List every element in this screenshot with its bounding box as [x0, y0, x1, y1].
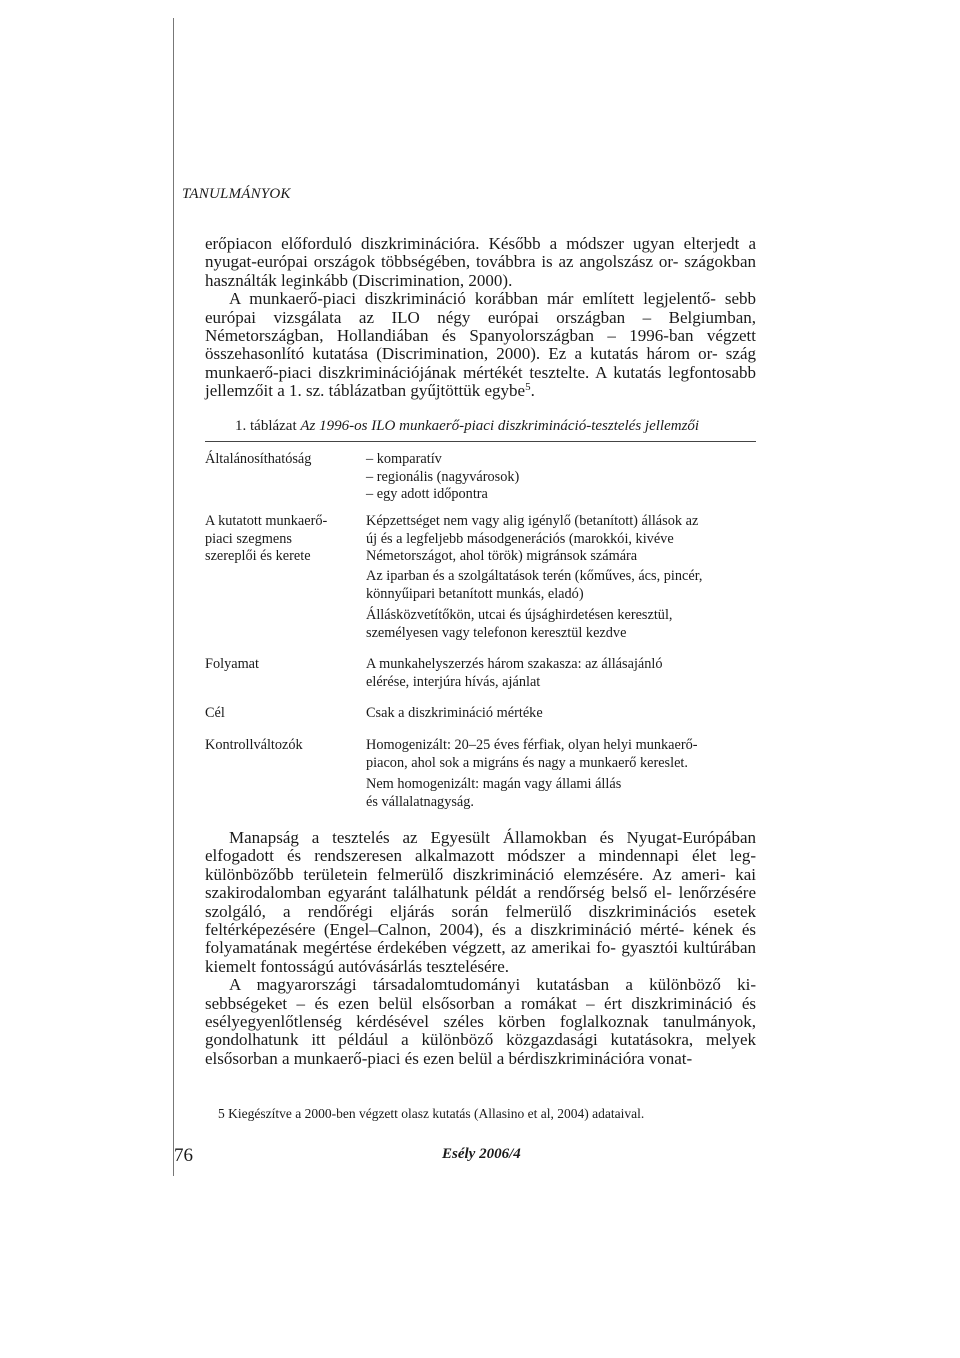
cell-line: Általánosíthatóság	[205, 451, 312, 467]
text-line: Németországban, Hollandiában és Spanyolországban – 1996-ban végzett	[205, 326, 756, 346]
cell-line: A munkahelyszerzés három szakasza: az állásajánló	[366, 656, 663, 672]
cell-line: – egy adott időpontra	[366, 486, 488, 502]
table-row-value	[366, 656, 756, 691]
text-line: gyasztói kultúrában kiemelt fontosságú autóvásárlás tesztelésére.	[205, 938, 756, 976]
section-header: TANULMÁNYOK	[182, 186, 291, 202]
table-row-value	[366, 568, 756, 603]
table-title: Az 1996-os ILO munkaerő-piaci diszkrimináció-tesztelés jellemzői	[300, 418, 700, 434]
cell-line: Kontrollváltozók	[205, 737, 303, 753]
cell-line: személyesen vagy telefonon keresztül kezdve	[366, 624, 627, 641]
text-line: a nyugat-európai országok többségében, továbbra is az angolszász or-	[205, 234, 756, 272]
cell-line: Az iparban és a szolgáltatások terén (kőműves, ács, pincér,	[366, 568, 703, 584]
text-line: esélyegyenlőtlenség kérdésével széles körben foglalkoznak tanulmányok,	[205, 1012, 756, 1032]
body-text-bottom	[205, 829, 756, 1068]
cell-line: A kutatott munkaerő-	[205, 513, 328, 529]
text-line: sebbségeket – és ezen belül elsősorban a romákat – ért diszkrimináció és	[205, 993, 756, 1013]
table-row-label	[205, 513, 350, 566]
text-line: lenőrzésére szolgáló, a rendőrégi eljárás során felmerülő diszkriminációs	[205, 883, 756, 921]
text-line: kai szakirodalomban egyaránt találhatunk példát a rendőrség belső el-	[205, 864, 756, 903]
cell-line: Németországot, ahol török) migránsok számára	[366, 548, 638, 564]
cell-line: piacon, ahol sok a migráns és nagy a munkaerő kereslet.	[366, 754, 688, 771]
cell-line: Állásközvetítőkön, utcai és újsághirdetésen keresztül,	[366, 607, 673, 623]
table-row-value	[366, 451, 756, 504]
cell-line: – komparatív	[366, 451, 442, 467]
table-row-value	[366, 705, 756, 723]
cell-line: elérése, interjúra hívás, ajánlat	[366, 673, 541, 690]
journal-name: Esély 2006/4	[442, 1146, 521, 1162]
table-row-label	[205, 451, 350, 469]
footnote: 5 Kiegészítve a 2000-ben végzett olasz kutatás (Allasino et al, 2004) adataival.	[218, 1106, 645, 1121]
text-line: sebb európai vizsgálata az ILO négy európai országban – Belgiumban,	[205, 289, 757, 327]
cell-line: Képzettséget nem vagy alig igénylő (betanított) állások az	[366, 513, 699, 529]
body-text-top	[205, 235, 756, 401]
cell-line: és vállalatnagyság.	[366, 793, 474, 810]
paragraph	[205, 235, 756, 290]
table-top-rule	[205, 441, 756, 442]
text-line-end: .	[530, 381, 535, 401]
text-line: erőpiacon előforduló diszkriminációra. Később a módszer ugyan elterjedt	[205, 234, 740, 253]
cell-line: – regionális (nagyvárosok)	[366, 468, 520, 485]
text-line: esetek feltérképezésére (Engel–Calnon, 2004), és a diszkrimináció mérté-	[205, 901, 757, 940]
margin-rule	[173, 18, 174, 1176]
cell-line: könnyűipari betanított munkás, eladó)	[366, 585, 584, 602]
paragraph	[205, 829, 756, 976]
text-line: gondolhatunk itt például a különböző közgazdasági kutatásokra, melyek	[205, 1030, 756, 1050]
text-line: szág munkaerő-piaci diszkriminációjának mértékét tesztelte. A kutatás	[205, 344, 757, 382]
text-line: A munkaerő-piaci diszkrimináció korábban már említett legjelentő-	[229, 289, 716, 309]
paragraph	[205, 976, 756, 1068]
cell-line: szereplői és kerete	[205, 548, 311, 564]
text-line: A magyarországi társadalomtudományi kutatásban a különböző ki-	[229, 975, 756, 995]
text-line: összehasonlító kutatása (Discrimination, 2000). Ez a kutatás három or-	[205, 344, 718, 364]
cell-line: Folyamat	[205, 656, 260, 672]
table-row-value	[366, 737, 756, 772]
table-number: 1. táblázat	[235, 418, 297, 434]
page-number: 76	[174, 1145, 193, 1166]
footnote-ref[interactable]: 5	[525, 381, 531, 394]
table-row-label	[205, 705, 350, 723]
table-row-value	[366, 513, 756, 566]
table-row-label	[205, 656, 350, 674]
paragraph	[205, 290, 756, 400]
cell-line: Nem homogenizált: magán vagy állami állás	[366, 776, 622, 792]
cell-line: Homogenizált: 20–25 éves férfiak, olyan helyi munkaerő-	[366, 737, 698, 753]
text-line: elsősorban a munkaerő-piaci és ezen belül a bérdiszkriminációra vonat-	[205, 1048, 693, 1068]
table-row-value	[366, 776, 756, 811]
text-line: legfontosabb jellemzőit a 1. sz. táblázatban gyűjtöttük egybe	[205, 362, 756, 401]
cell-line: Csak a diszkrimináció mértéke	[366, 705, 543, 721]
cell-line: Cél	[205, 705, 225, 721]
text-line: szágokban használták leginkább (Discrimination, 2000).	[205, 252, 756, 290]
text-line: különbözőbb területein felmerülő diszkrimináció elemzésére. Az ameri-	[205, 864, 726, 884]
table-caption	[235, 418, 699, 435]
table-row-value	[366, 607, 756, 642]
text-line: kének és folyamatának megértése érdekében végzett, az amerikai fo-	[205, 920, 757, 958]
text-line: Manapság a tesztelés az Egyesült Államokban és Nyugat-Európában	[229, 828, 756, 847]
cell-line: új és a legfeljebb másodgenerációs (marokkói, kivéve	[366, 530, 674, 547]
cell-line: piaci szegmens	[205, 530, 292, 547]
table-row-label	[205, 737, 350, 755]
text-line: elfogadott és rendszeresen alkalmazott módszer a mindennapi élet leg-	[205, 846, 756, 866]
